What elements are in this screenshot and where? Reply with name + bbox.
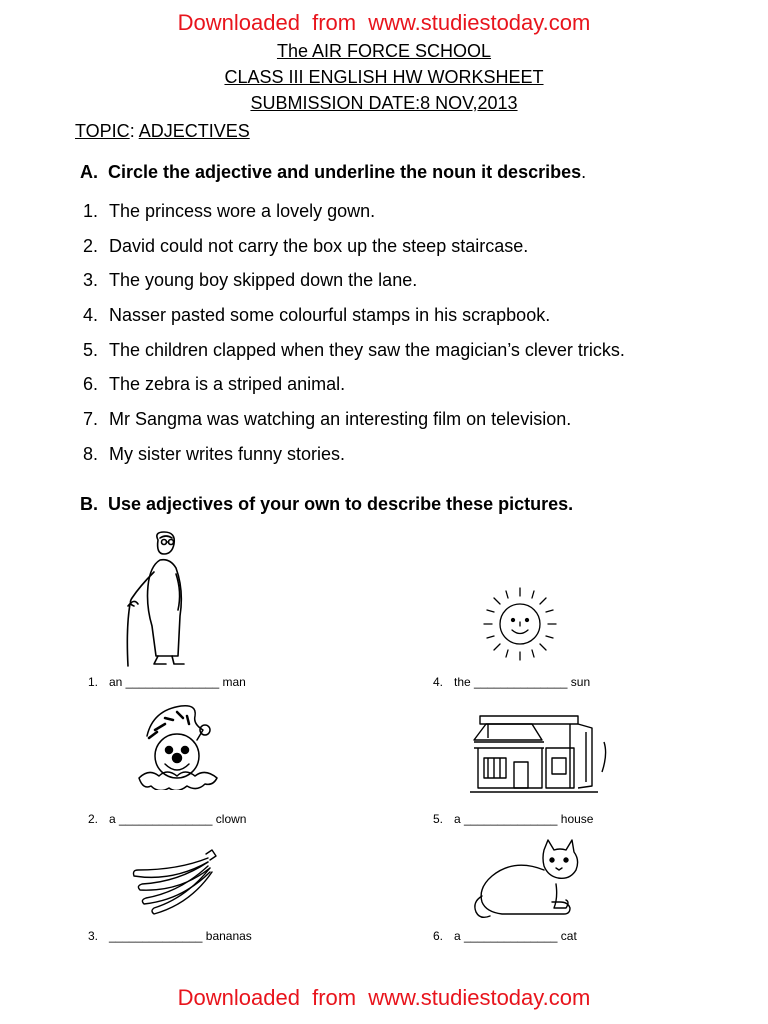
section-b-heading: B. Use adjectives of your own to describe these pictures. — [80, 494, 574, 514]
picture-item-5: 5. a ______________ house — [433, 812, 594, 826]
picture-item-1: 1. an ______________ man — [88, 675, 246, 689]
worksheet-title: CLASS III ENGLISH HW WORKSHEET — [224, 67, 544, 87]
picture-item-6: 6. a ______________ cat — [433, 929, 577, 943]
house-icon — [470, 712, 610, 798]
topic-line: TOPIC: ADJECTIVES — [75, 121, 250, 141]
question-3: 3. The young boy skipped down the lane. — [83, 270, 418, 290]
cat-icon — [470, 836, 580, 922]
clown-icon — [125, 700, 235, 790]
sun-icon — [480, 584, 560, 664]
picture-item-4: 4. the ______________ sun — [433, 675, 591, 689]
picture-item-3: 3. ______________ bananas — [88, 929, 252, 943]
old-man-icon — [118, 530, 188, 670]
section-a-heading: A. Circle the adjective and underline the noun it describes. — [80, 162, 587, 182]
download-banner-top: Downloaded from www.studiestoday.com — [177, 10, 591, 35]
bananas-icon — [128, 846, 218, 916]
question-2: 2. David could not carry the box up the steep staircase. — [83, 236, 529, 256]
question-7: 7. Mr Sangma was watching an interesting film on television. — [83, 409, 572, 429]
picture-item-2: 2. a ______________ clown — [88, 812, 247, 826]
question-4: 4. Nasser pasted some colourful stamps in his scrapbook. — [83, 305, 551, 325]
question-5: 5. The children clapped when they saw the magician’s clever tricks. — [83, 340, 625, 360]
question-1: 1. The princess wore a lovely gown. — [83, 201, 376, 221]
download-banner-bottom: Downloaded from www.studiestoday.com — [177, 985, 591, 1010]
submission-date: SUBMISSION DATE:8 NOV,2013 — [250, 93, 518, 113]
school-name: The AIR FORCE SCHOOL — [276, 41, 492, 61]
question-8: 8. My sister writes funny stories. — [83, 444, 346, 464]
question-6: 6. The zebra is a striped animal. — [83, 374, 346, 394]
